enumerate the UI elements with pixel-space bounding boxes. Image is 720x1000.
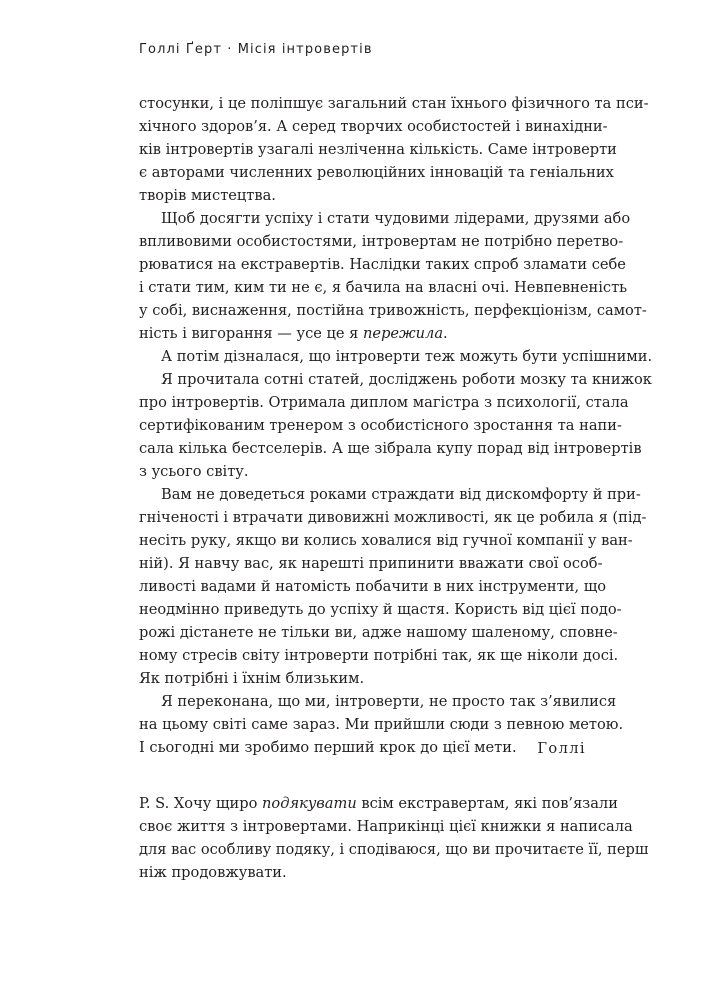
text-line: ному стресів світу інтроверти потрібні так, як ще ніколи досі. bbox=[139, 647, 619, 664]
text-run: P. S. Хочу щиро bbox=[139, 795, 263, 812]
text-line: про інтровертів. Отримала диплом магістра з психології, стала bbox=[139, 394, 629, 411]
text-run: всім екстравертам, які пов’язали bbox=[356, 795, 618, 812]
text-line: ків інтровертів узагалі незліченна кількість. Саме інтроверти bbox=[139, 141, 617, 158]
emphasis-run: подякувати bbox=[262, 795, 357, 812]
text-line: гніченості і втрачати дивовижні можливості, як це робила я (під- bbox=[139, 509, 647, 526]
running-head: Голлі Ґерт · Місія інтровертів bbox=[139, 42, 373, 57]
text-line: ніж продовжувати. bbox=[139, 864, 287, 881]
text-line: рюватися на екстравертів. Наслідки таких спроб зламати себе bbox=[139, 256, 626, 273]
text-line: несіть руку, якщо ви колись ховалися від гучної компанії у ван- bbox=[139, 532, 633, 549]
text-line: стосунки, і це поліпшує загальний стан їхнього фізичного та пси- bbox=[139, 95, 649, 112]
text-line: Як потрібні і їхнім близьким. bbox=[139, 670, 365, 687]
text-line: Вам не доведеться роками страждати від дискомфорту й при- bbox=[161, 486, 641, 503]
text-line: Щоб досягти успіху і стати чудовими лідерами, друзями або bbox=[161, 210, 631, 227]
text-line bbox=[139, 792, 618, 815]
emphasis-run: пережила bbox=[363, 325, 444, 342]
body-text bbox=[139, 92, 653, 759]
postscript bbox=[139, 792, 649, 884]
signature: Голлі bbox=[537, 740, 586, 757]
text-line: ній). Я навчу вас, як нарешті припинити вважати свої особ- bbox=[139, 555, 603, 572]
text-line: на цьому світі саме зараз. Ми прийшли сюди з певною метою. bbox=[139, 716, 624, 733]
text-line: хічного здоров’я. А серед творчих особистостей і винахідни- bbox=[139, 118, 608, 135]
text-line: впливовими особистостями, інтровертам не потрібно перетво- bbox=[139, 233, 624, 250]
text-line: рожі дістанете не тільки ви, адже нашому шаленому, сповне- bbox=[139, 624, 618, 641]
text-line: І сьогодні ми зробимо перший крок до цієї мети. bbox=[139, 739, 517, 756]
text-line: у собі, виснаження, постійна тривожність, перфекціонізм, самот- bbox=[139, 302, 647, 319]
text-line: А потім дізналася, що інтроверти теж можуть бути успішними. bbox=[161, 348, 653, 365]
text-line bbox=[139, 322, 586, 345]
text-line: з усього світу. bbox=[139, 463, 249, 480]
text-line: сала кілька бестселерів. А ще зібрала купу порад від інтровертів bbox=[139, 440, 642, 457]
text-line: творів мистецтва. bbox=[139, 187, 276, 204]
text-line: є авторами численних революційних інновацій та геніальних bbox=[139, 164, 614, 181]
text-line: своє життя з інтровертами. Наприкінці цієї книжки я написала bbox=[139, 818, 633, 835]
text-line: Я переконана, що ми, інтроверти, не просто так з’явилися bbox=[161, 693, 617, 710]
text-run: ність і вигорання — усе це я bbox=[139, 325, 364, 342]
text-line: і стати тим, ким ти не є, я бачила на власні очі. Невпевненість bbox=[139, 279, 628, 296]
text-line: неодмінно приведуть до успіху й щастя. Користь від цієї подо- bbox=[139, 601, 622, 618]
text-run: . bbox=[443, 325, 448, 342]
text-line: ливості вадами й натомість побачити в них інструменти, що bbox=[139, 578, 607, 595]
text-line: для вас особливу подяку, і сподіваюся, що ви прочитаєте її, перш bbox=[139, 841, 649, 858]
text-line: сертифікованим тренером з особистісного зростання та напи- bbox=[139, 417, 622, 434]
text-line: Я прочитала сотні статей, досліджень роботи мозку та книжок bbox=[161, 371, 652, 388]
